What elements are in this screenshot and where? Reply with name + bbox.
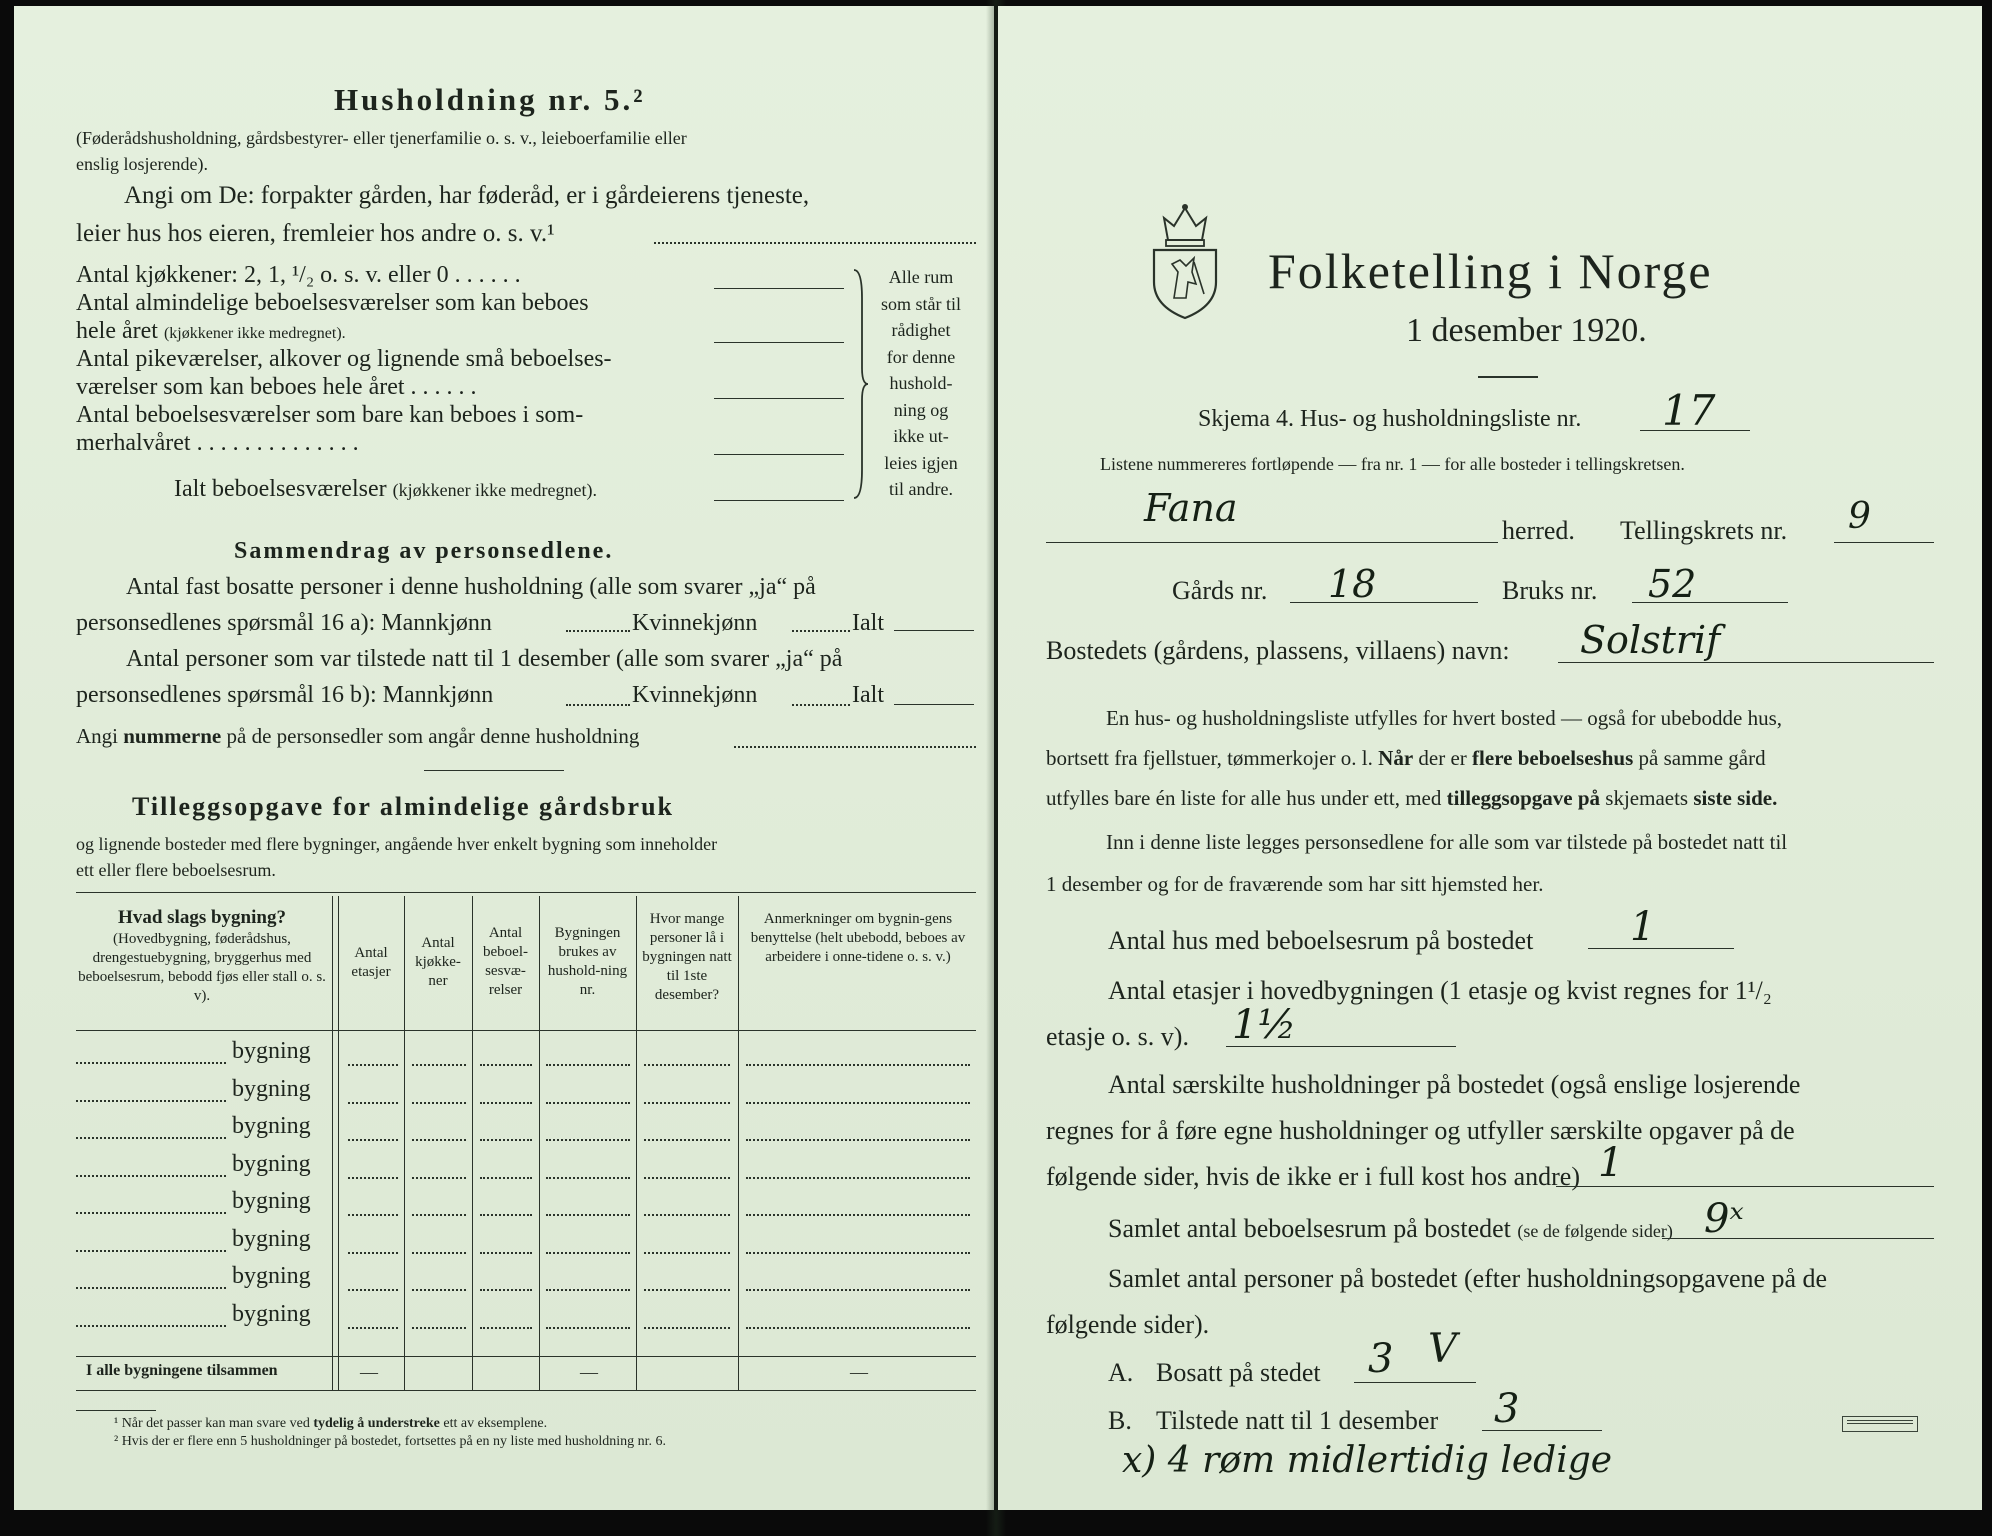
summary-p2-line2: personsedlenes spørsmål 16 b): Mannkjønn [76,682,494,708]
building-cell-line [348,1064,398,1066]
separator-rule [424,770,564,771]
bruks-value: 52 [1648,562,1697,606]
instruction-2: bortsett fra fjellstuer, tømmerkojer o. l. Når der er flere beboelseshus på samme gård [1046,746,1766,770]
building-row-label: bygning [232,1300,311,1327]
q-households-label-1: Antal særskilte husholdninger på bostedet (også enslige losjerende [1108,1070,1801,1099]
building-name-line [76,1137,226,1139]
q-households-label-3: følgende sider, hvis de ikke er i full kost hos andre) [1046,1162,1580,1191]
tellingskrets-label: Tellingskrets nr. [1620,516,1788,545]
summer-rooms-label: Antal beboelsesværelser som bare kan beboes i som- [76,402,584,428]
building-cell-line [746,1289,970,1291]
building-cell-line [746,1252,970,1254]
col-floors-header: Antal etasjer [351,945,391,980]
q-b-label: Tilstede natt til 1 desember [1156,1406,1439,1435]
norway-coat-of-arms-icon [1148,202,1222,320]
building-name-line [76,1250,226,1252]
col-persons-header: Hvor mange personer lå i bygningen natt til 1ste desember? [642,911,732,1003]
building-cell-line [412,1289,466,1291]
p1-kvinne-line [792,630,850,632]
footnote-2: ² Hvis der er flere enn 5 husholdninger på bostedet, fortsettes på en ny liste med husholdning nr. 6. [114,1434,667,1449]
total-remarks-dash: — [850,1362,868,1382]
p1-ialt-line [894,630,974,631]
total-rooms-answer-line [714,500,844,501]
col-remarks-header: Anmerkninger om bygnin-gens benyttelse (helt ubebodd, beboes av arbeidere i onne-tidene o. s. v.) [750,911,966,965]
building-cell-line [746,1327,970,1329]
building-cell-line [348,1327,398,1329]
building-cell-line [746,1177,970,1179]
gards-value: 18 [1328,562,1377,606]
small-rooms-answer-line [714,398,844,399]
p1-ialt-label: Ialt [852,610,884,636]
building-cell-line [412,1252,466,1254]
building-cell-line [480,1289,532,1291]
building-cell-line [348,1214,398,1216]
building-cell-line [746,1102,970,1104]
bosted-label: Bostedets (gårdens, plassens, villaens) navn: [1046,636,1510,665]
building-cell-line [412,1177,466,1179]
p2-kvinne-line [792,704,850,706]
p2-kvinne-label: Kvinnekjønn [632,682,758,708]
building-cell-line [480,1214,532,1216]
bosted-value: Solstrif [1580,618,1721,662]
printer-stamp [1842,1416,1918,1432]
building-cell-line [746,1064,970,1066]
building-row-label: bygning [232,1188,311,1214]
gards-line [1290,602,1478,603]
q-floors-label-1: Antal etasjer i hovedbygningen (1 etasje og kvist regnes for 1¹/₂ [1108,976,1772,1005]
small-rooms-label: Antal pikeværelser, alkover og lignende små beboelses- [76,346,612,372]
building-cell-line [644,1327,730,1329]
q-households-line [1556,1186,1934,1187]
building-cell-line [348,1289,398,1291]
summary-p1-line2: personsedlenes spørsmål 16 a): Mannkjønn [76,610,492,636]
col-used-by-header: Bygningen brukes av hushold-ning nr. [547,925,628,998]
small-rooms-label-2: værelser som kan beboes hele året . . . . . . [76,374,477,400]
building-name-line [76,1212,226,1214]
rooms-ordinary-answer-line [714,342,844,343]
building-cell-line [412,1064,466,1066]
q-b-value: 3 [1494,1386,1520,1432]
summary-heading: Sammendrag av personsedlene. [234,538,614,564]
q-b-letter: B. [1108,1406,1132,1435]
skjema-label: Skjema 4. Hus- og husholdningsliste nr. [1198,406,1582,432]
instruction-3: utfylles bare én liste for alle hus under ett, med tilleggsopgave på skjemaets siste side. [1046,786,1778,810]
building-name-line [76,1100,226,1102]
total-used-by-dash: — [580,1362,598,1382]
building-row-label: bygning [232,1113,311,1139]
household-intro-line1: (Føderådshusholdning, gårdsbestyrer- eller tjenerfamilie o. s. v., leieboerfamilie eller [76,128,687,148]
q-a-line [1354,1382,1476,1383]
total-row-label: I alle bygningene tilsammen [86,1362,278,1379]
tillegg-sub2: ett eller flere beboelsesrum. [76,860,276,880]
instruction-4: Inn i denne liste legges personsedlene for alle som var tilstede på bostedet natt til [1106,830,1788,854]
building-row-label: bygning [232,1225,311,1252]
building-cell-line [644,1139,730,1141]
q-households-label-2: regnes for å føre egne husholdninger og utfyller særskilte opgaver på de [1046,1116,1795,1145]
q-floors-value: 1½ [1232,1002,1297,1048]
angi-line1: Angi om De: forpakter gården, har føderåd, er i gårdeierens tjeneste, [124,182,810,209]
building-cell-line [480,1327,532,1329]
listene-note: Listene nummereres fortløpende — fra nr. 1 — for alle bosteder i tellingskretsen. [1100,454,1685,474]
tillegg-heading: Tilleggsopgave for almindelige gårdsbruk [132,792,675,821]
census-date: 1 desember 1920. [1406,312,1647,349]
bosted-line [1558,662,1934,663]
q-total-rooms-label: Samlet antal beboelsesrum på bostedet (se de følgende sider) [1108,1214,1673,1243]
angi-nummerne-line [734,746,976,748]
kitchens-label: Antal kjøkkener: 2, 1, ¹/₂ o. s. v. eller 0 . . . . . . [76,262,521,288]
building-cell-line [480,1252,532,1254]
building-cell-line [644,1102,730,1104]
herred-value: Fana [1144,486,1238,530]
building-cell-line [746,1139,970,1141]
instruction-5: 1 desember og for de fraværende som har sitt hjemsted her. [1046,872,1544,896]
p2-ialt-label: Ialt [852,682,884,708]
summary-p1-line1: Antal fast bosatte personer i denne husholdning (alle som svarer „ja“ på [126,574,816,600]
building-cell-line [546,1064,630,1066]
rooms-ordinary-label-2: hele året (kjøkkener ikke medregnet). [76,318,346,344]
building-row-label: bygning [232,1263,311,1289]
gards-label: Gårds nr. [1172,576,1268,605]
angi-answer-line [654,242,976,244]
building-name-line [76,1062,226,1064]
building-cell-line [546,1214,630,1216]
building-cell-line [348,1252,398,1254]
bruks-label: Bruks nr. [1502,576,1598,605]
building-cell-line [348,1139,398,1141]
building-row-label: bygning [232,1038,311,1064]
building-cell-line [546,1289,630,1291]
p1-kvinne-label: Kvinnekjønn [632,610,758,636]
q-a-check-mark: V [1428,1326,1457,1372]
rooms-ordinary-label: Antal almindelige beboelsesværelser som kan beboes [76,290,589,316]
building-cell-line [746,1214,970,1216]
title-rule [1478,376,1538,378]
herred-line [1046,542,1498,543]
building-row-label: bygning [232,1150,311,1177]
building-cell-line [480,1064,532,1066]
household-intro-line2: enslig losjerende). [76,154,208,174]
rooms-side-note: Alle rum som står til rådighet for denne hushold- ning og ikke ut- leies igjen til andre. [881,267,961,499]
col-rooms-header: Antal beboel-sesvæ-relser [483,925,528,998]
q-floors-label-2: etasje o. s. v). [1046,1022,1189,1051]
tellingskrets-line [1834,542,1934,543]
building-cell-line [412,1214,466,1216]
building-cell-line [644,1252,730,1254]
p2-ialt-line [894,704,974,705]
household-title: Husholdning nr. 5.² [334,82,646,117]
q-houses-value: 1 [1630,904,1656,950]
p2-mann-line [566,704,630,706]
q-a-letter: A. [1108,1358,1134,1387]
right-page [998,6,1982,1510]
col-kitchens-header: Antal kjøkke-ner [415,935,461,989]
building-cell-line [644,1289,730,1291]
building-cell-line [348,1177,398,1179]
building-cell-line [412,1139,466,1141]
q-households-value: 1 [1598,1140,1624,1186]
building-cell-line [546,1102,630,1104]
summer-rooms-answer-line [714,454,844,455]
building-name-line [76,1287,226,1289]
tellingskrets-value: 9 [1848,496,1871,537]
q-total-persons-label-1: Samlet antal personer på bostedet (efter husholdningsopgavene på de [1108,1264,1828,1293]
building-cell-line [546,1177,630,1179]
q-total-persons-label-2: følgende sider). [1046,1310,1210,1339]
building-cell-line [546,1139,630,1141]
building-cell-line [644,1177,730,1179]
q-houses-line [1588,948,1734,949]
building-cell-line [412,1327,466,1329]
q-houses-label: Antal hus med beboelsesrum på bostedet [1108,926,1534,955]
summary-p2-line1: Antal personer som var tilstede natt til 1 desember (alle som svarer „ja“ på [126,646,843,672]
kitchens-answer-line [714,288,844,289]
footnote-1: ¹ Når det passer kan man svare ved tydelig å understreke ett av eksemplene. [114,1416,548,1431]
building-cell-line [644,1064,730,1066]
col-building-type-header: Hvad slags bygning? (Hovedbygning, føderådshus, drengestuebygning, bryggerhus med beboelsesrum, bebodd fjøs eller stall o. s. v). [78,907,326,1004]
left-page [14,6,994,1510]
instruction-1: En hus- og husholdningsliste utfylles for hvert bosted — også for ubebodde hus, [1106,706,1782,730]
building-row-label: bygning [232,1075,311,1102]
building-cell-line [546,1252,630,1254]
census-title: Folketelling i Norge [1268,243,1713,299]
p1-mann-line [566,630,630,632]
herred-label: herred. [1502,516,1575,545]
q-a-value: 3 [1368,1336,1394,1382]
summer-rooms-label-2: merhalvåret . . . . . . . . . . . . . . [76,430,359,456]
skjema-nr-value: 17 [1662,386,1716,435]
handwritten-note: x) 4 røm midlertidig ledige [1122,1440,1613,1481]
angi-nummerne: Angi nummerne på de personsedler som angår denne husholdning [76,724,640,748]
building-cell-line [546,1327,630,1329]
building-name-line [76,1325,226,1327]
building-cell-line [480,1139,532,1141]
building-cell-line [348,1102,398,1104]
building-cell-line [644,1214,730,1216]
building-cell-line [480,1102,532,1104]
total-floors-dash: — [360,1362,378,1382]
total-rooms-label: Ialt beboelsesværelser (kjøkkener ikke medregnet). [174,476,598,502]
building-cell-line [480,1177,532,1179]
angi-line2: leier hus hos eieren, fremleier hos andre o. s. v.¹ [76,220,555,247]
q-a-label: Bosatt på stedet [1156,1358,1321,1387]
q-total-rooms-line [1662,1238,1934,1239]
q-total-rooms-value: 9ˣ [1704,1196,1744,1242]
building-cell-line [412,1102,466,1104]
tillegg-sub1: og lignende bosteder med flere bygninger, angående hver enkelt bygning som inneholder [76,834,718,854]
building-name-line [76,1175,226,1177]
